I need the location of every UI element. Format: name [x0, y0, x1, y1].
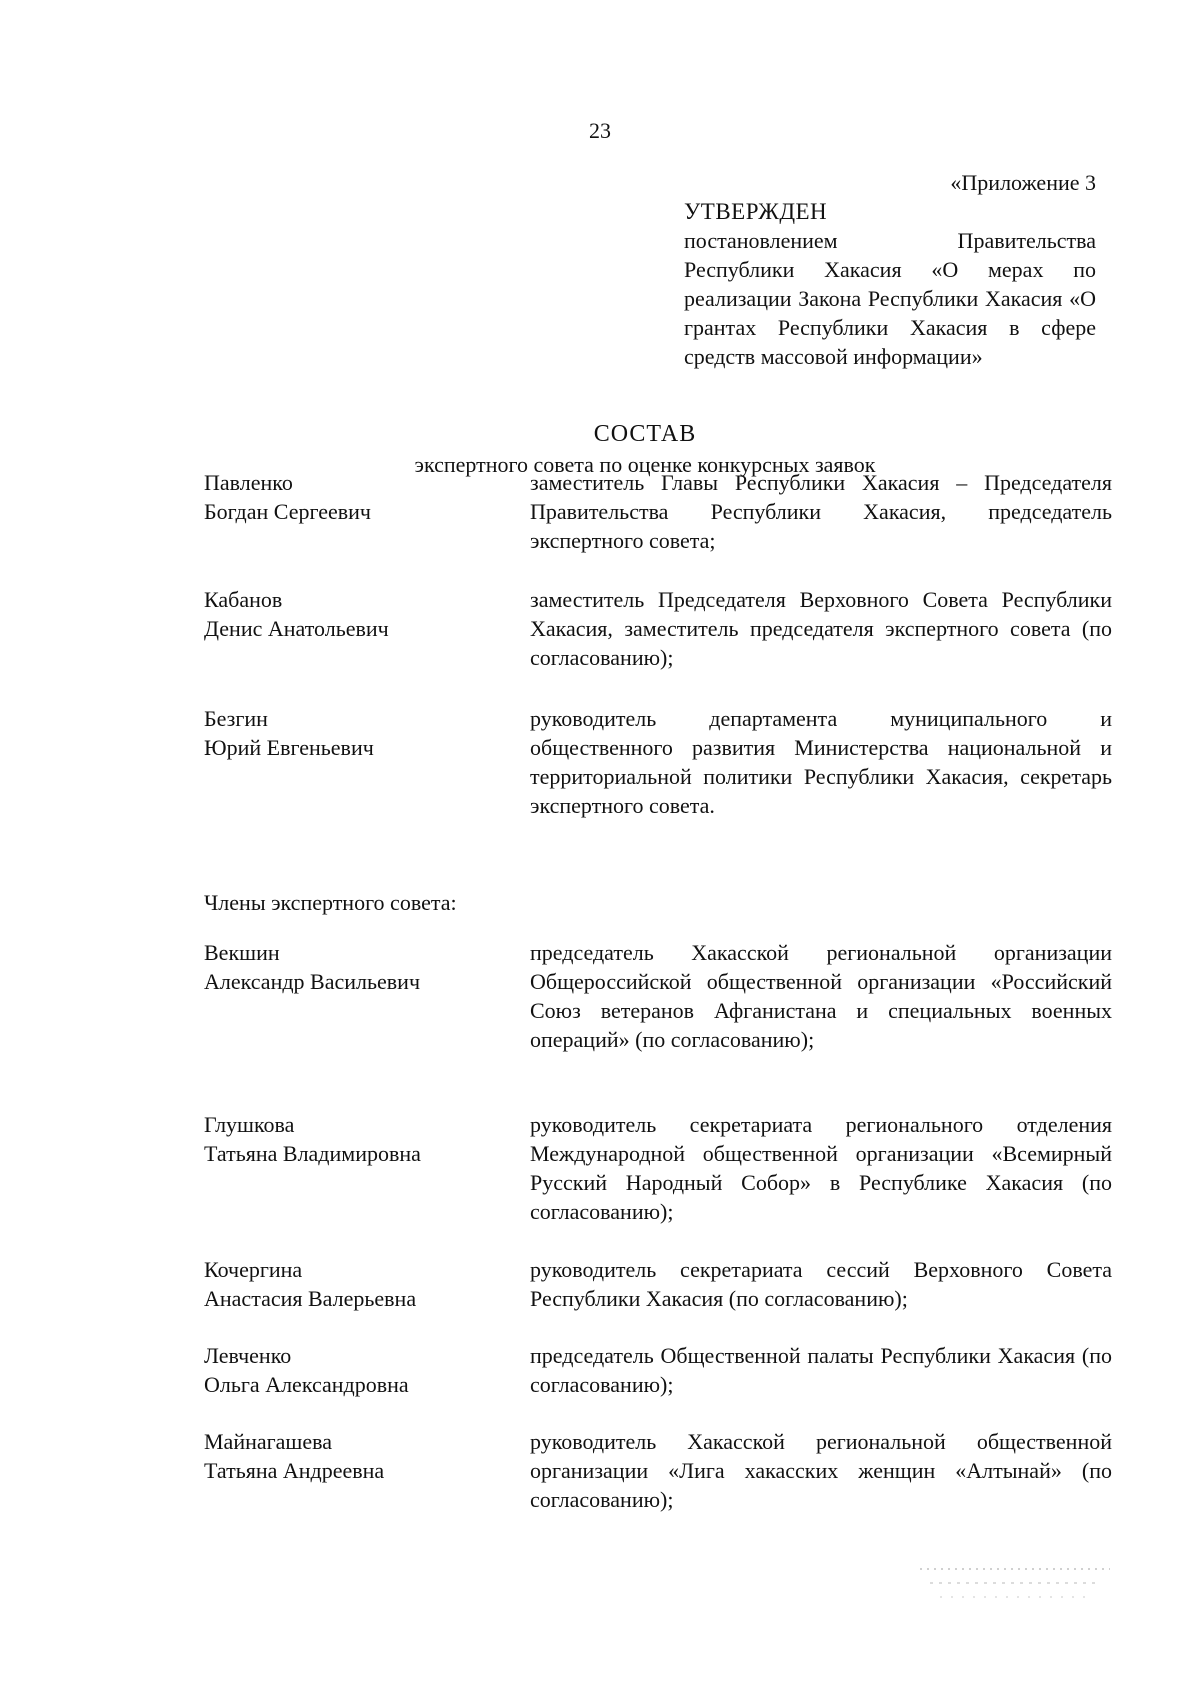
member-role: председатель Общественной палаты Республики Хакасия (по согласованию); — [530, 1343, 1112, 1397]
members-section-label: Члены экспертного совета: — [204, 890, 457, 915]
member-name — [204, 1341, 530, 1399]
member-entry-glushkova — [204, 1110, 1112, 1226]
member-name — [204, 585, 530, 672]
member-given-name: Богдан Сергеевич — [204, 499, 371, 524]
member-entry-bezgin — [204, 704, 1112, 820]
member-surname: Майнагашева — [204, 1429, 332, 1454]
member-entry-mainagasheva — [204, 1427, 1112, 1514]
member-name — [204, 468, 530, 555]
member-name — [204, 704, 530, 820]
member-surname: Глушкова — [204, 1112, 295, 1137]
member-entry-pavlenko — [204, 468, 1112, 555]
member-given-name: Юрий Евгеньевич — [204, 735, 374, 760]
approval-block — [684, 168, 1096, 371]
member-role: руководитель секретариата регионального отделения Международной общественной организации «Всемирный Русский Народный Собор» в Республике Хакасия (по согласованию); — [530, 1112, 1112, 1224]
member-role: руководитель департамента муниципального и общественного развития Министерства национальной и территориальной политики Республики Хакасия, секретарь экспертного совета. — [530, 706, 1112, 818]
member-role: руководитель Хакасской региональной общественной организации «Лига хакасских женщин «Алтынай» (по согласованию); — [530, 1429, 1112, 1512]
scan-artifact — [920, 1562, 1120, 1608]
member-entry-kabanov — [204, 585, 1112, 672]
member-given-name: Александр Васильевич — [204, 969, 421, 994]
member-role: председатель Хакасской региональной организации Общероссийской общественной организации «Российский Союз ветеранов Афганистана и специальных военных операций» (по согласованию); — [530, 940, 1112, 1052]
member-role: руководитель секретариата сессий Верховного Совета Республики Хакасия (по согласованию); — [530, 1257, 1112, 1311]
member-entry-vekshin — [204, 938, 1112, 1054]
member-entry-levchenko — [204, 1341, 1112, 1399]
approval-text: постановлением Правительства Республики Хакасия «О мерах по реализации Закона Республики Хакасия «О грантах Республики Хакасия в сфере средств массовой информации» — [684, 228, 1096, 369]
member-surname: Безгин — [204, 706, 268, 731]
member-surname: Векшин — [204, 940, 280, 965]
approved-heading: УТВЕРЖДЕН — [684, 199, 828, 224]
member-role: заместитель Главы Республики Хакасия – Председателя Правительства Республики Хакасия, председатель экспертного совета; — [530, 470, 1112, 553]
member-given-name: Татьяна Андреевна — [204, 1458, 385, 1483]
page-number: 23 — [589, 118, 611, 143]
member-given-name: Ольга Александровна — [204, 1372, 409, 1397]
member-surname: Павленко — [204, 470, 293, 495]
member-given-name: Анастасия Валерьевна — [204, 1286, 417, 1311]
member-role: заместитель Председателя Верховного Совета Республики Хакасия, заместитель председателя экспертного совета (по согласованию); — [530, 587, 1112, 670]
member-name — [204, 938, 530, 1054]
member-surname: Левченко — [204, 1343, 292, 1368]
member-given-name: Татьяна Владимировна — [204, 1141, 421, 1166]
member-surname: Кочергина — [204, 1257, 303, 1282]
member-given-name: Денис Анатольевич — [204, 616, 389, 641]
document-title: СОСТАВ — [593, 421, 697, 447]
member-name — [204, 1427, 530, 1514]
document-subtitle: экспертного совета по оценке конкурсных заявок — [414, 452, 876, 477]
member-entry-kochergina — [204, 1255, 1112, 1313]
appendix-label: «Приложение 3 — [950, 170, 1096, 195]
member-name — [204, 1255, 530, 1313]
member-name — [204, 1110, 530, 1226]
member-surname: Кабанов — [204, 587, 283, 612]
